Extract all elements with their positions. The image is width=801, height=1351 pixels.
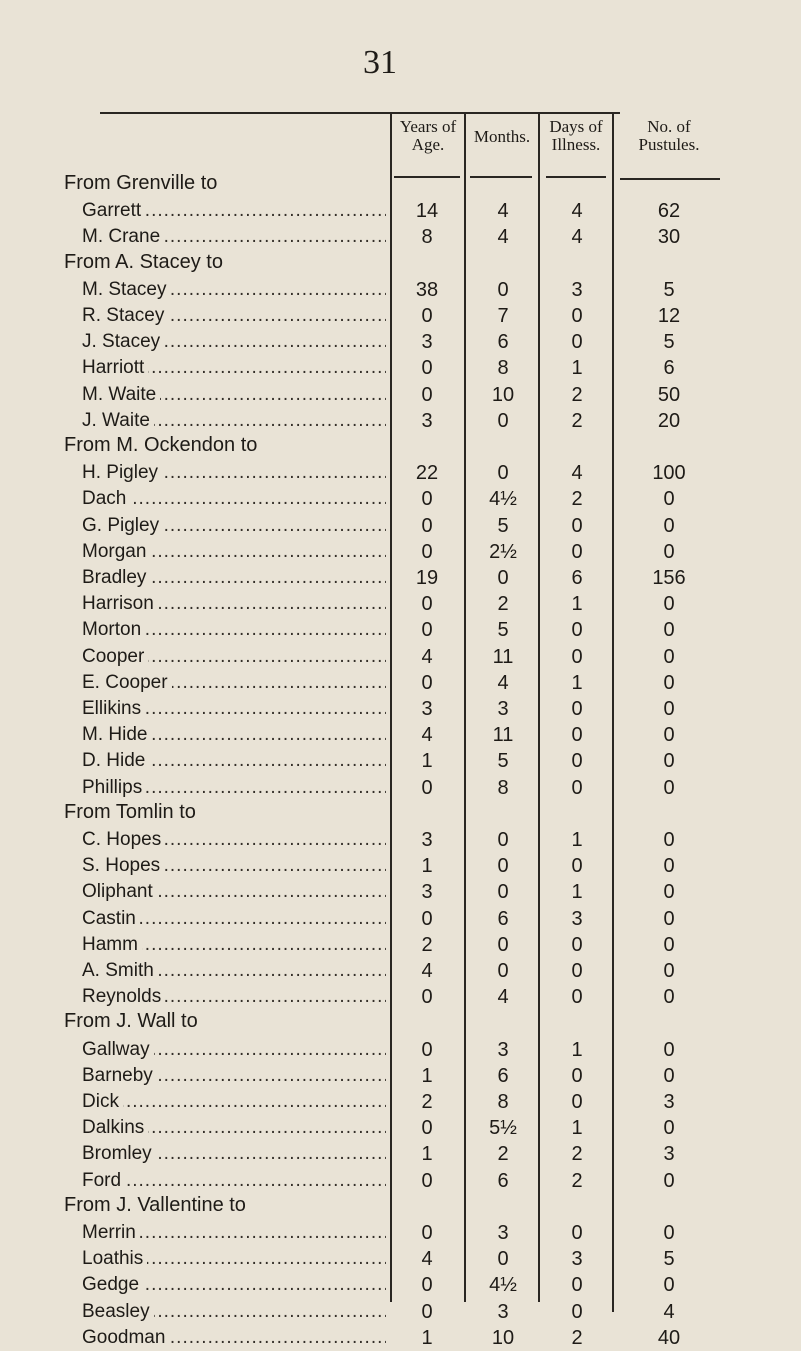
patient-name-label: S. Hopes: [82, 855, 164, 876]
patient-name: [82, 303, 386, 329]
table-row: [0, 382, 801, 408]
patient-name-label: M. Waite: [82, 384, 160, 405]
days-cell: 0: [571, 960, 583, 982]
pustules-cell: 0: [663, 593, 675, 616]
age-cell: 0: [421, 907, 433, 930]
pustules-cell: 0: [663, 855, 675, 878]
table-row: [0, 644, 801, 670]
pustules-cell: 3: [663, 1091, 675, 1113]
patient-name-label: E. Cooper: [82, 672, 172, 693]
age-cell: 4: [421, 1248, 433, 1271]
age-cell: 19: [415, 567, 439, 589]
patient-name-label: Beasley: [82, 1301, 154, 1322]
age-cell: 38: [415, 278, 439, 301]
patient-name: [82, 224, 386, 250]
patient-name: [82, 932, 386, 958]
months-cell: 5½: [489, 1117, 517, 1140]
table-row: [0, 1037, 801, 1063]
age-cell: 0: [421, 593, 433, 616]
group-label: From A. Stacey to: [64, 250, 223, 273]
pustules-cell: 100: [652, 462, 686, 485]
table-row: [0, 1089, 801, 1115]
patient-name-label: Bradley: [82, 567, 150, 588]
months-cell: 0: [497, 933, 509, 956]
table-row: [0, 1299, 801, 1325]
pustules-cell: 40: [657, 1326, 681, 1349]
months-cell: 10: [491, 383, 515, 406]
patient-name-label: Castin: [82, 908, 140, 929]
patient-name: [82, 329, 386, 355]
patient-name: [82, 984, 386, 1010]
patient-name-label: Cooper: [82, 646, 148, 667]
age-cell: 0: [421, 540, 433, 563]
age-cell: 3: [421, 409, 433, 432]
patient-name: [82, 617, 386, 643]
group-label: From Tomlin to: [64, 800, 196, 823]
header-rule-pustules: [620, 178, 720, 180]
header-age: [392, 118, 464, 154]
months-cell: 10: [491, 1326, 515, 1349]
table-row: [0, 696, 801, 722]
patient-name-label: Harriott: [82, 357, 148, 378]
table-row: [0, 906, 801, 932]
patient-name-label: Gedge: [82, 1274, 143, 1295]
patient-name: [82, 670, 386, 696]
days-cell: 4: [571, 462, 583, 485]
pustules-cell: 0: [663, 907, 675, 930]
table-row: [0, 670, 801, 696]
age-cell: 1: [421, 1143, 433, 1166]
patient-name-label: Dalkins: [82, 1117, 148, 1138]
table-row: [0, 303, 801, 329]
pustules-cell: 62: [657, 200, 681, 223]
age-cell: 0: [421, 1222, 433, 1244]
patient-name-label: J. Waite: [82, 410, 154, 431]
table-row: [0, 827, 801, 853]
months-cell: 2: [497, 593, 509, 616]
table-row: [0, 539, 801, 565]
days-cell: 0: [571, 514, 583, 537]
months-cell: 6: [497, 331, 509, 354]
table-row: [0, 617, 801, 643]
pustules-cell: 5: [663, 1248, 675, 1271]
group-label: From M. Ockendon to: [64, 434, 258, 456]
table-row: [0, 775, 801, 801]
days-cell: 0: [571, 1274, 583, 1297]
pustules-cell: 0: [663, 698, 675, 720]
header-pustules-line1: No. of: [647, 117, 691, 136]
pustules-cell: 0: [663, 829, 675, 851]
table-row: [0, 198, 801, 224]
months-cell: 2: [497, 1143, 509, 1166]
patient-name-label: Oliphant: [82, 881, 157, 902]
days-cell: 1: [571, 1038, 583, 1061]
days-cell: 0: [571, 645, 583, 668]
days-cell: 0: [571, 331, 583, 354]
patient-name-label: J. Stacey: [82, 331, 164, 352]
age-cell: 0: [421, 1117, 433, 1140]
days-cell: 0: [571, 1222, 583, 1244]
age-cell: 3: [421, 881, 433, 904]
days-cell: 0: [571, 1091, 583, 1113]
table-row: [0, 460, 801, 486]
months-cell: 4: [497, 226, 509, 249]
patient-name: [82, 486, 386, 512]
days-cell: 0: [571, 750, 583, 773]
table-row: [0, 277, 801, 303]
months-cell: 0: [497, 960, 509, 982]
days-cell: 2: [571, 409, 583, 432]
age-cell: 0: [421, 514, 433, 537]
patient-name-label: D. Hide: [82, 750, 149, 771]
months-cell: 5: [497, 514, 509, 537]
pustules-cell: 0: [663, 1038, 675, 1061]
age-cell: 0: [421, 776, 433, 799]
patient-name-label: Reynolds: [82, 986, 165, 1007]
patient-name-label: A. Smith: [82, 960, 158, 981]
days-cell: 1: [571, 671, 583, 694]
days-cell: 0: [571, 698, 583, 720]
months-cell: 3: [497, 1300, 509, 1323]
months-cell: 0: [497, 567, 509, 589]
patient-name-label: Dach: [82, 488, 130, 509]
age-cell: 8: [421, 226, 433, 249]
patient-name: [82, 958, 386, 984]
pustules-cell: 0: [663, 776, 675, 799]
days-cell: 3: [571, 1248, 583, 1271]
days-cell: 0: [571, 986, 583, 1009]
patient-name-label: R. Stacey: [82, 305, 168, 326]
patient-name: [82, 748, 386, 774]
months-cell: 0: [497, 829, 509, 851]
patient-name-label: G. Pigley: [82, 515, 163, 536]
days-cell: 0: [571, 619, 583, 642]
patient-name-label: H. Pigley: [82, 462, 162, 483]
patient-name-label: C. Hopes: [82, 829, 165, 850]
patient-name-label: Phillips: [82, 777, 146, 798]
months-cell: 4: [497, 200, 509, 223]
pustules-cell: 0: [663, 619, 675, 642]
days-cell: 3: [571, 907, 583, 930]
days-cell: 0: [571, 855, 583, 878]
table-row: [0, 513, 801, 539]
pustules-cell: 6: [663, 357, 675, 380]
patient-name-label: Loathis: [82, 1248, 147, 1269]
months-cell: 0: [497, 409, 509, 432]
age-cell: 4: [421, 645, 433, 668]
table-row: [0, 853, 801, 879]
table-row: [0, 1141, 801, 1167]
age-cell: 0: [421, 1169, 433, 1192]
pustules-cell: 0: [663, 1064, 675, 1087]
patient-name: [82, 879, 386, 905]
pustules-cell: 0: [663, 881, 675, 904]
months-cell: 11: [492, 645, 514, 668]
age-cell: 1: [421, 750, 433, 773]
days-cell: 4: [571, 226, 583, 249]
table-row: [0, 486, 801, 512]
table-row: [0, 748, 801, 774]
days-cell: 2: [571, 488, 583, 511]
months-cell: 0: [497, 1248, 509, 1271]
patient-name: [82, 1141, 386, 1167]
patient-name: [82, 408, 386, 434]
pustules-cell: 0: [663, 933, 675, 956]
header-age-line1: Years of: [399, 117, 457, 136]
days-cell: 0: [571, 1300, 583, 1323]
patient-name: [82, 696, 386, 722]
header-rule-months: [470, 176, 532, 178]
months-cell: 8: [497, 776, 509, 799]
pustules-cell: 3: [663, 1143, 675, 1166]
patient-name: [82, 644, 386, 670]
months-cell: 0: [497, 462, 509, 485]
patient-name: [82, 382, 386, 408]
patient-name: [82, 277, 386, 303]
group-label: From J. Vallentine to: [64, 1193, 246, 1216]
months-cell: 6: [497, 1064, 509, 1087]
patient-name-label: M. Crane: [82, 226, 164, 247]
patient-name: [82, 1063, 386, 1089]
months-cell: 5: [497, 619, 509, 642]
patient-name: [82, 1299, 386, 1325]
pustules-cell: 0: [663, 514, 675, 537]
group-label: From Grenville to: [64, 172, 218, 194]
patient-name-label: M. Stacey: [82, 279, 170, 300]
table-row: [0, 408, 801, 434]
age-cell: 2: [421, 933, 433, 956]
patient-name: [82, 460, 386, 486]
age-cell: 0: [421, 986, 433, 1009]
age-cell: 1: [421, 1064, 433, 1087]
days-cell: 6: [571, 567, 583, 589]
age-cell: 0: [421, 1274, 433, 1297]
pustules-cell: 0: [663, 488, 675, 511]
age-cell: 0: [421, 383, 433, 406]
days-cell: 1: [571, 829, 583, 851]
months-cell: 0: [497, 881, 509, 904]
days-cell: 0: [571, 724, 583, 747]
table-row: [0, 1272, 801, 1298]
days-cell: 0: [571, 776, 583, 799]
table-row: [0, 1115, 801, 1141]
patient-name-label: Morton: [82, 619, 145, 640]
months-cell: 4½: [489, 1274, 517, 1297]
months-cell: 5: [497, 750, 509, 773]
header-rule-days: [546, 176, 606, 178]
patient-name: [82, 775, 386, 801]
months-cell: 6: [497, 1169, 509, 1192]
header-age-line2: Age.: [411, 135, 445, 154]
age-cell: 0: [421, 305, 433, 327]
age-cell: 1: [421, 1326, 433, 1349]
table-row: [0, 224, 801, 250]
header-pustules-line2: Pustules.: [638, 135, 700, 154]
patient-name: [82, 1325, 386, 1351]
days-cell: 3: [571, 278, 583, 301]
age-cell: 3: [421, 829, 433, 851]
days-cell: 2: [571, 1169, 583, 1192]
patient-name-label: M. Hide: [82, 724, 151, 745]
pustules-cell: 0: [663, 1274, 675, 1297]
days-cell: 2: [571, 383, 583, 406]
age-cell: 22: [415, 462, 439, 485]
months-cell: 4½: [489, 488, 517, 511]
months-cell: 6: [497, 907, 509, 930]
months-cell: 4: [497, 986, 509, 1009]
months-cell: 0: [497, 855, 509, 878]
age-cell: 0: [421, 1300, 433, 1323]
days-cell: 2: [571, 1326, 583, 1349]
months-cell: 3: [497, 1222, 509, 1244]
patient-name-label: Gallway: [82, 1039, 154, 1060]
age-cell: 0: [421, 357, 433, 380]
age-cell: 4: [421, 960, 433, 982]
pustules-cell: 12: [657, 305, 681, 327]
patient-name-label: Bromley: [82, 1143, 156, 1164]
pustules-cell: 0: [663, 750, 675, 773]
patient-name: [82, 853, 386, 879]
patient-name-label: Dick: [82, 1091, 123, 1112]
patient-name-label: Barneby: [82, 1065, 157, 1086]
pustules-cell: 5: [663, 278, 675, 301]
patient-name: [82, 565, 386, 591]
age-cell: 2: [421, 1091, 433, 1113]
pustules-cell: 156: [652, 567, 686, 589]
pustules-cell: 5: [663, 331, 675, 354]
age-cell: 0: [421, 488, 433, 511]
patient-name: [82, 591, 386, 617]
patient-name-label: Merrin: [82, 1222, 140, 1243]
pustules-cell: 0: [663, 724, 675, 747]
patient-name: [82, 1037, 386, 1063]
patient-name: [82, 1272, 386, 1298]
age-cell: 0: [421, 619, 433, 642]
months-cell: 2½: [489, 540, 517, 563]
patient-name-label: Morgan: [82, 541, 150, 562]
patient-name: [82, 1246, 386, 1272]
pustules-cell: 20: [657, 409, 681, 432]
patient-name-label: Harrison: [82, 593, 158, 614]
table-row: [0, 591, 801, 617]
patient-name: [82, 1115, 386, 1141]
page-number: 31: [363, 44, 397, 81]
patient-name: [82, 539, 386, 565]
table-row: [0, 1220, 801, 1246]
age-cell: 0: [421, 671, 433, 694]
patient-name-label: Garrett: [82, 200, 145, 221]
table-row: [0, 565, 801, 591]
pustules-cell: 0: [663, 1169, 675, 1192]
table-row: [0, 879, 801, 905]
group-label: From J. Wall to: [64, 1010, 198, 1033]
table-row: [0, 355, 801, 381]
patient-name: [82, 827, 386, 853]
patient-name: [82, 1168, 386, 1194]
days-cell: 0: [571, 305, 583, 327]
patient-name: [82, 1220, 386, 1246]
header-days: [540, 118, 612, 154]
pustules-cell: 50: [657, 383, 681, 406]
pustules-cell: 0: [663, 671, 675, 694]
pustules-cell: 0: [663, 960, 675, 982]
table-row: [0, 1168, 801, 1194]
table-row: [0, 1063, 801, 1089]
months-cell: 11: [492, 724, 514, 747]
days-cell: 1: [571, 1117, 583, 1140]
patient-name: [82, 513, 386, 539]
age-cell: 1: [421, 855, 433, 878]
pustules-cell: 4: [663, 1300, 675, 1323]
patient-name-label: Hamm: [82, 934, 142, 955]
age-cell: 14: [415, 200, 439, 223]
months-cell: 8: [497, 357, 509, 380]
days-cell: 2: [571, 1143, 583, 1166]
table-row: [0, 329, 801, 355]
pustules-cell: 0: [663, 1222, 675, 1244]
patient-name-label: Goodman: [82, 1327, 169, 1348]
patient-name: [82, 198, 386, 224]
days-cell: 4: [571, 200, 583, 223]
days-cell: 0: [571, 933, 583, 956]
patient-name-label: Ellikins: [82, 698, 145, 719]
months-cell: 3: [497, 1038, 509, 1061]
header-days-line1: Days of: [549, 117, 603, 136]
table-row: [0, 984, 801, 1010]
pustules-cell: 0: [663, 645, 675, 668]
table-row: [0, 722, 801, 748]
patient-name: [82, 906, 386, 932]
age-cell: 0: [421, 1038, 433, 1061]
age-cell: 3: [421, 331, 433, 354]
table-row: [0, 932, 801, 958]
header-pustules: [614, 118, 724, 154]
header-months: [466, 128, 538, 146]
pustules-cell: 0: [663, 986, 675, 1009]
patient-name: [82, 722, 386, 748]
age-cell: 4: [421, 724, 433, 747]
header-days-line2: Illness.: [551, 135, 601, 154]
table-row: [0, 958, 801, 984]
age-cell: 3: [421, 698, 433, 720]
pustules-cell: 0: [663, 1117, 675, 1140]
header-rule-age: [394, 176, 460, 178]
patient-name: [82, 355, 386, 381]
days-cell: 0: [571, 1064, 583, 1087]
days-cell: 1: [571, 881, 583, 904]
patient-name-label: Ford: [82, 1170, 125, 1191]
table-row: [0, 1246, 801, 1272]
months-cell: 8: [497, 1091, 509, 1113]
header-months-label: Months.: [473, 127, 531, 146]
days-cell: 1: [571, 357, 583, 380]
patient-name: [82, 1089, 386, 1115]
months-cell: 3: [497, 698, 509, 720]
months-cell: 4: [497, 671, 509, 694]
months-cell: 0: [497, 278, 509, 301]
days-cell: 0: [571, 540, 583, 563]
months-cell: 7: [497, 305, 509, 327]
table-row: [0, 1325, 801, 1351]
pustules-cell: 0: [663, 540, 675, 563]
days-cell: 1: [571, 593, 583, 616]
table-top-rule: [100, 112, 620, 114]
pustules-cell: 30: [657, 226, 681, 249]
